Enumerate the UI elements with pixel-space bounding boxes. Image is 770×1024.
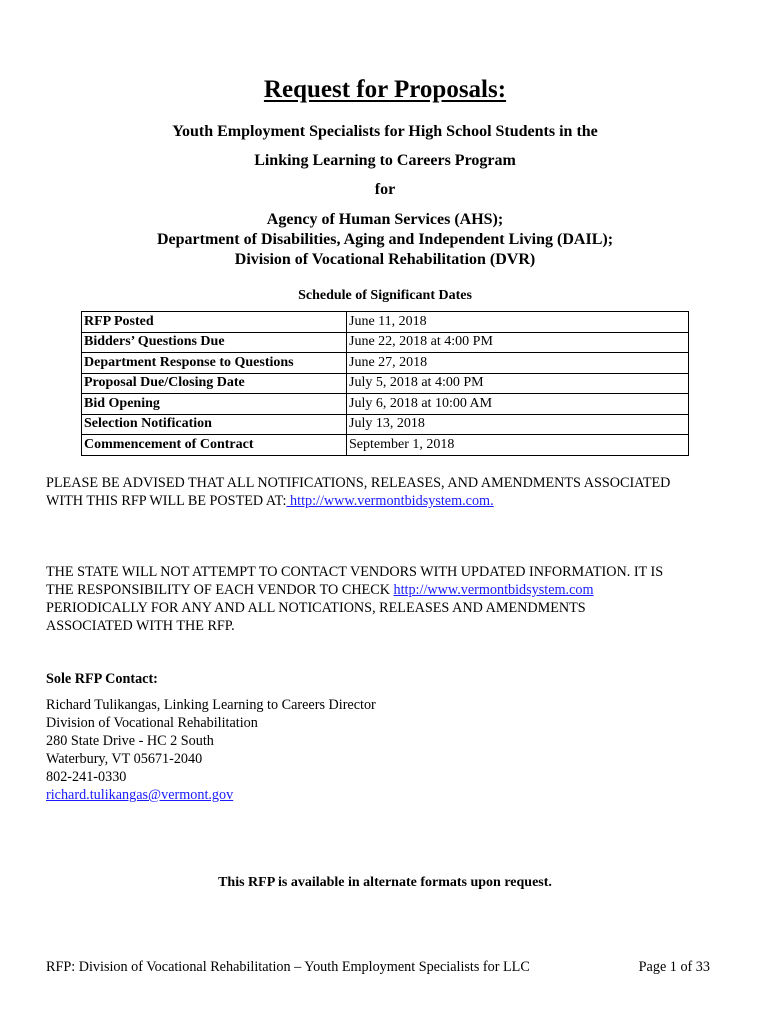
document-title: Request for Proposals: bbox=[263, 76, 507, 103]
contact-notice bbox=[46, 563, 736, 635]
table-row bbox=[82, 332, 689, 353]
contact-notice-line-3: PERIODICALLY FOR ANY AND ALL NOTICATIONS, RELEASES AND AMENDMENTS bbox=[46, 600, 586, 616]
contact-street: 280 State Drive - HC 2 South bbox=[46, 733, 214, 749]
page-number: Page 1 of 33 bbox=[638, 959, 710, 975]
schedule-label: Selection Notification bbox=[82, 414, 347, 435]
table-row bbox=[82, 394, 689, 415]
bid-system-link[interactable]: http://www.vermontbidsystem.com. bbox=[286, 493, 494, 509]
table-row bbox=[82, 373, 689, 394]
table-row bbox=[82, 312, 689, 333]
contact-email-link[interactable]: richard.tulikangas@vermont.gov bbox=[46, 787, 234, 803]
contact-notice-line-1: THE STATE WILL NOT ATTEMPT TO CONTACT VENDORS WITH UPDATED INFORMATION. IT IS bbox=[46, 564, 664, 580]
posting-notice-line-1: PLEASE BE ADVISED THAT ALL NOTIFICATIONS, RELEASES, AND AMENDMENTS ASSOCIATED bbox=[46, 475, 671, 491]
subtitle-line-3: for bbox=[374, 181, 396, 198]
subtitle-line-1: Youth Employment Specialists for High School Students in the bbox=[172, 123, 598, 140]
schedule-value: July 6, 2018 at 10:00 AM bbox=[347, 394, 689, 415]
contact-block bbox=[46, 696, 736, 804]
schedule-value: June 11, 2018 bbox=[347, 312, 689, 333]
posting-notice-prefix: WITH THIS RFP WILL BE POSTED AT: bbox=[46, 493, 287, 509]
contact-notice-line-2 bbox=[46, 581, 736, 599]
bid-system-link-2[interactable]: http://www.vermontbidsystem.com bbox=[393, 582, 594, 598]
table-row bbox=[82, 353, 689, 374]
subtitle-line-4: Agency of Human Services (AHS); bbox=[266, 211, 504, 228]
schedule-table bbox=[81, 311, 689, 456]
schedule-value: June 22, 2018 at 4:00 PM bbox=[347, 332, 689, 353]
contact-notice-prefix: THE RESPONSIBILITY OF EACH VENDOR TO CHECK bbox=[46, 582, 394, 598]
table-row bbox=[82, 414, 689, 435]
schedule-label: Bidders’ Questions Due bbox=[82, 332, 347, 353]
subtitle-line-5: Department of Disabilities, Aging and Independent Living (DAIL); bbox=[156, 231, 614, 248]
contact-name: Richard Tulikangas, Linking Learning to Careers Director bbox=[46, 697, 376, 713]
footer-left: RFP: Division of Vocational Rehabilitation – Youth Employment Specialists for LLC bbox=[46, 959, 530, 975]
table-row bbox=[82, 435, 689, 456]
schedule-value: September 1, 2018 bbox=[347, 435, 689, 456]
schedule-title: Schedule of Significant Dates bbox=[298, 288, 472, 303]
schedule-value: June 27, 2018 bbox=[347, 353, 689, 374]
contact-notice-line-4: ASSOCIATED WITH THE RFP. bbox=[46, 618, 235, 634]
schedule-label: Commencement of Contract bbox=[82, 435, 347, 456]
schedule-label: Department Response to Questions bbox=[82, 353, 347, 374]
schedule-value: July 13, 2018 bbox=[347, 414, 689, 435]
schedule-label: Proposal Due/Closing Date bbox=[82, 373, 347, 394]
schedule-label: Bid Opening bbox=[82, 394, 347, 415]
schedule-label: RFP Posted bbox=[82, 312, 347, 333]
subtitle-line-2: Linking Learning to Careers Program bbox=[254, 152, 516, 169]
sole-contact-heading: Sole RFP Contact: bbox=[46, 671, 158, 687]
posting-notice bbox=[46, 474, 736, 510]
contact-division: Division of Vocational Rehabilitation bbox=[46, 715, 258, 731]
contact-phone: 802-241-0330 bbox=[46, 769, 127, 785]
subtitle-line-6: Division of Vocational Rehabilitation (DVR) bbox=[234, 251, 536, 268]
contact-city: Waterbury, VT 05671-2040 bbox=[46, 751, 203, 767]
schedule-value: July 5, 2018 at 4:00 PM bbox=[347, 373, 689, 394]
alternate-formats-note: This RFP is available in alternate formats upon request. bbox=[218, 875, 552, 890]
posting-notice-line-2 bbox=[46, 492, 736, 510]
